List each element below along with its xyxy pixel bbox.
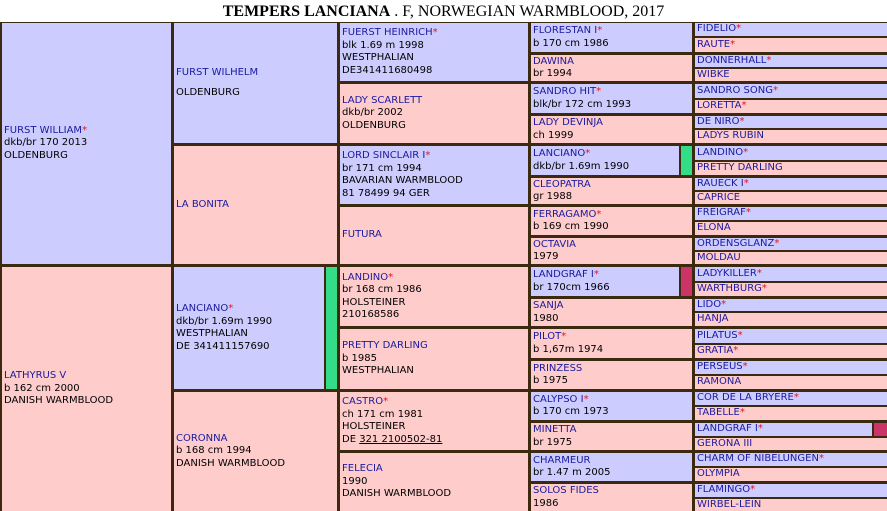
gen4-cell bbox=[531, 299, 692, 326]
ancestor-name-link[interactable]: ELONA bbox=[697, 222, 731, 234]
gen5-cell bbox=[695, 116, 887, 128]
ancestor-line2: DANISH WARMBLOOD bbox=[176, 457, 286, 469]
sire-cell bbox=[2, 23, 171, 264]
ancestor-name-link[interactable]: CALYPSO I bbox=[533, 393, 584, 405]
ancestor-name-link[interactable]: ORDENSGLANZ bbox=[697, 238, 775, 249]
gen5-cell bbox=[695, 438, 887, 450]
ancestor-line1: br 170cm 1966 bbox=[533, 281, 610, 293]
ancestor-name-link[interactable]: LANCIANO bbox=[533, 148, 586, 159]
gen5-cell bbox=[695, 329, 887, 343]
ancestor-line1: br 168 cm 1986 bbox=[342, 284, 422, 295]
ancestor-line2: WESTPHALIAN bbox=[342, 365, 414, 377]
star-icon: * bbox=[561, 331, 567, 342]
star-icon: * bbox=[745, 207, 751, 219]
ancestor-name-link[interactable]: LADYKILLER bbox=[697, 267, 757, 279]
horse-details: . F, NORWEGIAN WARMBLOOD, 2017 bbox=[390, 3, 665, 20]
gen3-cell bbox=[340, 267, 528, 326]
gen5-cell bbox=[695, 162, 887, 175]
ancestor-name-link[interactable]: COR DE LA BRYERE bbox=[697, 392, 794, 404]
ancestor-name-link[interactable]: LANDINO bbox=[697, 146, 744, 158]
ancestor-line1: 1980 bbox=[533, 312, 559, 324]
ancestor-name-link[interactable]: CASTRO bbox=[342, 396, 384, 407]
gen5-cell bbox=[695, 23, 887, 36]
gen5-cell bbox=[695, 299, 887, 311]
ancestor-name-link[interactable]: MINETTA bbox=[533, 424, 577, 435]
ancestor-name-link[interactable]: PRINZESS bbox=[533, 362, 583, 374]
gen4-cell bbox=[531, 116, 692, 143]
registration-prefix: DE bbox=[342, 433, 360, 445]
gen5-cell bbox=[695, 100, 887, 113]
gen5-cell bbox=[695, 69, 887, 81]
ancestor-name-link[interactable]: LANDGRAF I bbox=[697, 423, 758, 435]
ancestor-line1: 1979 bbox=[533, 251, 559, 262]
ancestor-line1: blk 1.69 m 1998 bbox=[342, 39, 424, 51]
gen5-cell bbox=[695, 407, 887, 420]
ancestor-name-link[interactable]: LORD SINCLAIR I bbox=[342, 150, 426, 161]
ancestor-name-link[interactable]: DAWINA bbox=[533, 55, 574, 67]
ancestor-line1: b 170 cm 1973 bbox=[533, 406, 609, 417]
ancestor-name-link[interactable]: PILATUS bbox=[697, 329, 738, 341]
gen4-cell bbox=[531, 55, 692, 81]
star-icon: * bbox=[742, 361, 748, 373]
ancestor-line1: OLDENBURG bbox=[176, 87, 240, 98]
gen5-cell bbox=[695, 192, 887, 204]
ancestor-line1: blk/br 172 cm 1993 bbox=[533, 98, 632, 110]
star-icon: * bbox=[761, 283, 767, 295]
gen5-cell bbox=[695, 267, 887, 281]
ancestor-name-link[interactable]: PRETTY DARLING bbox=[342, 340, 428, 352]
ancestor-line1: dkb/br 1.69m 1990 bbox=[176, 315, 273, 327]
gen4-cell bbox=[531, 392, 692, 420]
star-icon: * bbox=[596, 208, 602, 220]
ancestor-name-link[interactable]: LORETTA bbox=[697, 100, 742, 112]
gen4-cell bbox=[531, 146, 679, 175]
ancestor-name-link[interactable]: FLAMINGO bbox=[697, 484, 751, 496]
gen5-cell bbox=[695, 146, 887, 160]
ancestor-name-link[interactable]: LADY SCARLETT bbox=[342, 94, 423, 106]
ancestor-name-link[interactable]: WARTHBURG bbox=[697, 283, 762, 295]
ancestor-name-link[interactable]: PILOT bbox=[533, 331, 562, 342]
ancestor-name-link[interactable]: RAUECK I bbox=[697, 178, 744, 189]
star-icon: * bbox=[737, 329, 743, 341]
ancestor-line1: b 1975 bbox=[533, 375, 568, 386]
gen2-cell bbox=[174, 23, 337, 143]
ancestor-line2: HOLSTEINER bbox=[342, 421, 406, 432]
gen5-cell bbox=[695, 130, 887, 143]
gen3-cell bbox=[340, 329, 528, 389]
star-icon: * bbox=[596, 86, 602, 97]
gen5-cell bbox=[695, 361, 887, 374]
star-icon: * bbox=[736, 23, 742, 35]
pedigree-title bbox=[0, 0, 887, 22]
gen5-cell bbox=[695, 423, 872, 436]
star-icon: * bbox=[730, 38, 736, 50]
star-icon: * bbox=[774, 238, 780, 249]
sire-line2: OLDENBURG bbox=[4, 149, 68, 161]
ancestor-name-link[interactable]: RAUTE bbox=[697, 38, 731, 50]
ancestor-line3: 210168586 bbox=[342, 309, 400, 320]
gen3-cell bbox=[340, 392, 528, 450]
dam-name-link[interactable]: LATHYRUS V bbox=[4, 370, 67, 382]
ancestor-line2: HOLSTEINER bbox=[342, 296, 406, 308]
gen4-cell bbox=[531, 361, 692, 389]
star-icon: * bbox=[743, 146, 749, 158]
gen5-cell bbox=[695, 252, 887, 264]
ancestor-name-link[interactable]: FUTURA bbox=[342, 229, 382, 241]
ancestor-line1: b 168 cm 1994 bbox=[176, 445, 252, 457]
ancestor-name-link[interactable]: LIDO bbox=[697, 299, 722, 310]
star-icon: * bbox=[750, 484, 756, 496]
gen3-cell bbox=[340, 453, 528, 511]
ancestor-name-link[interactable]: LADYS RUBIN bbox=[697, 130, 764, 142]
gen4-cell bbox=[531, 329, 692, 358]
gen2-cell bbox=[174, 392, 337, 511]
star-icon: * bbox=[597, 25, 603, 36]
star-icon: * bbox=[425, 150, 431, 161]
ancestor-name-link[interactable]: DE NIRO bbox=[697, 116, 740, 127]
sire-name-link[interactable]: FURST WILLIAM bbox=[4, 124, 83, 136]
ancestor-line1: ch 1999 bbox=[533, 129, 574, 141]
ancestor-line1: 1986 bbox=[533, 497, 559, 509]
gen5-cell bbox=[695, 392, 887, 405]
star-icon: * bbox=[721, 299, 727, 310]
gen4-cell bbox=[531, 453, 692, 481]
gen5-cell bbox=[695, 345, 887, 358]
ancestor-name-link[interactable]: OLYMPIA bbox=[697, 468, 740, 480]
star-icon: * bbox=[228, 303, 234, 314]
ancestor-line1: b 1,67m 1974 bbox=[533, 343, 604, 355]
ancestor-line3: 81 78499 94 GER bbox=[342, 187, 430, 199]
gen3-cell bbox=[340, 207, 528, 264]
ancestor-name-link[interactable]: LA BONITA bbox=[176, 198, 229, 210]
ancestor-name-link[interactable]: FIDELIO bbox=[697, 23, 737, 35]
gen3-cell bbox=[340, 23, 528, 81]
ancestor-name-link[interactable]: FURST WILHELM bbox=[176, 66, 259, 78]
ancestor-name-link[interactable]: SANDRO HIT bbox=[533, 86, 597, 97]
ancestor-name-link[interactable]: GERONA III bbox=[697, 438, 753, 449]
ancestor-name-link[interactable]: FREIGRAF bbox=[697, 207, 746, 219]
star-icon: * bbox=[741, 100, 747, 112]
gen3-cell bbox=[340, 84, 528, 143]
star-icon: * bbox=[818, 453, 824, 465]
star-icon: * bbox=[583, 393, 589, 405]
ancestor-name-link[interactable]: CHARM OF NIBELUNGEN bbox=[697, 453, 819, 465]
gen5-cell bbox=[695, 376, 887, 389]
gen4-cell bbox=[531, 238, 692, 264]
star-icon: * bbox=[739, 116, 745, 127]
ancestor-name-link[interactable]: LANDINO bbox=[342, 271, 389, 283]
pedigree-grid bbox=[0, 22, 887, 511]
ancestor-line1: br 171 cm 1994 bbox=[342, 162, 422, 174]
gen5-cell bbox=[695, 283, 887, 296]
gen5-cell bbox=[695, 313, 887, 326]
gen5-cell bbox=[695, 238, 887, 250]
gen5-cell bbox=[695, 207, 887, 220]
star-icon: * bbox=[766, 55, 772, 66]
ancestor-line1: ch 171 cm 1981 bbox=[342, 408, 424, 420]
star-icon: * bbox=[793, 392, 799, 404]
ancestor-name-link[interactable]: SOLOS FIDES bbox=[533, 485, 599, 496]
ancestor-name-link[interactable]: TABELLE bbox=[697, 407, 740, 419]
ancestor-name-link[interactable]: FUERST HEINRICH bbox=[342, 27, 433, 38]
gen4-cell bbox=[531, 207, 692, 235]
ancestor-name-link[interactable]: CORONNA bbox=[176, 432, 228, 444]
gen4-cell bbox=[531, 423, 692, 450]
gen4-cell bbox=[531, 267, 679, 296]
ancestor-name-link[interactable]: LANDGRAF I bbox=[533, 269, 594, 280]
ancestor-name-link[interactable]: WIRBEL-LEIN bbox=[697, 499, 762, 510]
ancestor-name-link[interactable]: OCTAVIA bbox=[533, 238, 577, 250]
star-icon: * bbox=[383, 396, 389, 407]
gen3-cell bbox=[340, 146, 528, 204]
star-icon: * bbox=[585, 148, 591, 159]
gen4-cell bbox=[531, 484, 692, 511]
star-icon: * bbox=[743, 178, 749, 189]
ancestor-line1: b 169 cm 1990 bbox=[533, 221, 609, 232]
star-icon: * bbox=[733, 345, 739, 357]
gen4-cell bbox=[531, 178, 692, 204]
ancestor-line1: br 1975 bbox=[533, 436, 573, 448]
ancestor-name-link[interactable]: PRETTY DARLING bbox=[697, 162, 783, 174]
ancestor-name-link[interactable]: GRATIA bbox=[697, 345, 734, 357]
ancestor-line2: WESTPHALIAN bbox=[176, 328, 248, 339]
ancestor-name-link[interactable]: FELECIA bbox=[342, 463, 383, 475]
duplicate-marker bbox=[681, 267, 692, 296]
gen5-cell bbox=[695, 468, 887, 481]
dam-cell bbox=[2, 267, 171, 511]
gen5-cell bbox=[695, 499, 887, 511]
ancestor-name-link[interactable]: RAMONA bbox=[697, 376, 742, 388]
ancestor-name-link[interactable]: WIBKE bbox=[697, 69, 730, 80]
ancestor-line1: 1990 bbox=[342, 475, 368, 487]
ancestor-line2: DANISH WARMBLOOD bbox=[342, 488, 452, 500]
gen5-cell bbox=[695, 453, 887, 466]
registration-link[interactable]: 321 2100502-81 bbox=[359, 433, 443, 445]
dam-line1: b 162 cm 2000 bbox=[4, 382, 80, 394]
gen4-cell bbox=[531, 23, 692, 52]
ancestor-line1: gr 1988 bbox=[533, 191, 573, 202]
gen5-cell bbox=[695, 178, 887, 190]
star-icon: * bbox=[388, 271, 394, 283]
star-icon: * bbox=[773, 84, 779, 96]
ancestor-name-link[interactable]: SANDRO SONG bbox=[697, 84, 774, 96]
ancestor-line1: dkb/br 1.69m 1990 bbox=[533, 160, 630, 172]
duplicate-marker bbox=[874, 423, 887, 436]
gen5-cell bbox=[695, 55, 887, 67]
horse-name: TEMPERS LANCIANA bbox=[222, 3, 391, 20]
ancestor-line2: BAVARIAN WARMBLOOD bbox=[342, 175, 463, 186]
gen2-cell bbox=[174, 146, 337, 264]
ancestor-name-link[interactable]: CHARMEUR bbox=[533, 454, 591, 466]
gen5-cell bbox=[695, 84, 887, 98]
ancestor-name-link[interactable]: FLORESTAN I bbox=[533, 25, 598, 36]
ancestor-line2: OLDENBURG bbox=[342, 119, 406, 131]
ancestor-line3: DE 341411157690 bbox=[176, 340, 270, 352]
gen5-cell bbox=[695, 38, 887, 52]
gen2-cell bbox=[174, 267, 324, 389]
ancestor-name-link[interactable]: PERSEUS bbox=[697, 361, 743, 373]
ancestor-line1: br 1.47 m 2005 bbox=[533, 467, 611, 478]
ancestor-line1: b 170 cm 1986 bbox=[533, 37, 609, 49]
ancestor-name-link[interactable]: CAPRICE bbox=[697, 192, 741, 203]
star-icon: * bbox=[593, 269, 599, 280]
ancestor-line1: b 1985 bbox=[342, 352, 377, 364]
star-icon: * bbox=[432, 27, 438, 38]
ancestor-name-link[interactable]: MOLDAU bbox=[697, 252, 741, 263]
ancestor-line1: br 1994 bbox=[533, 68, 573, 79]
gen5-cell bbox=[695, 484, 887, 497]
ancestor-name-link[interactable]: DONNERHALL bbox=[697, 55, 767, 66]
ancestor-name-link[interactable]: SANJA bbox=[533, 300, 564, 311]
gen5-cell bbox=[695, 222, 887, 235]
ancestor-line3: DE341411680498 bbox=[342, 64, 433, 76]
ancestor-line2: WESTPHALIAN bbox=[342, 52, 414, 63]
sire-line1: dkb/br 170 2013 bbox=[4, 137, 88, 149]
duplicate-marker bbox=[326, 267, 337, 389]
ancestor-name-link[interactable]: LADY DEVINJA bbox=[533, 117, 603, 128]
ancestor-line1: dkb/br 2002 bbox=[342, 107, 403, 119]
dam-line2: DANISH WARMBLOOD bbox=[4, 395, 114, 407]
star-icon: * bbox=[756, 267, 762, 279]
star-icon: * bbox=[82, 124, 88, 136]
star-icon: * bbox=[757, 423, 763, 435]
ancestor-name-link[interactable]: HANJA bbox=[697, 313, 729, 325]
ancestor-name-link[interactable]: CLEOPATRA bbox=[533, 178, 591, 190]
gen4-cell bbox=[531, 84, 692, 113]
duplicate-marker bbox=[681, 146, 692, 175]
star-icon: * bbox=[739, 407, 745, 419]
ancestor-name-link[interactable]: FERRAGAMO bbox=[533, 208, 597, 220]
ancestor-name-link[interactable]: LANCIANO bbox=[176, 303, 229, 314]
